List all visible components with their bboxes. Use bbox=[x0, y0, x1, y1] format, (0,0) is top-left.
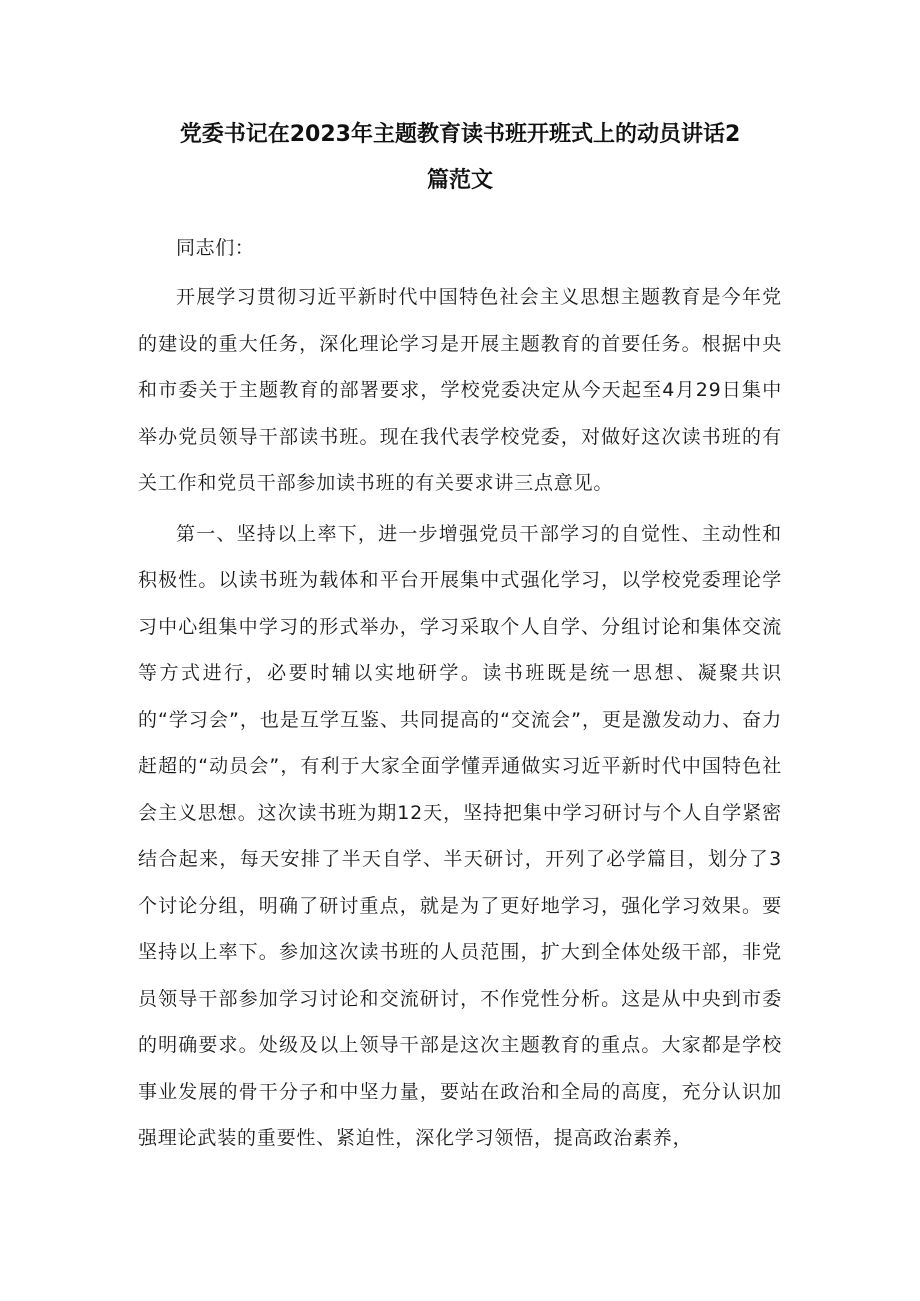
document-title bbox=[138, 112, 782, 204]
title-line-1: 党委书记在2023年主题教育读书班开班式上的动员讲话2 bbox=[179, 122, 741, 147]
paragraph-2: 第一、坚持以上率下，进一步增强党员干部学习的自觉性、主动性和积极性。以读书班为载体和平台开展集中式强化学习，以学校党委理论学习中心组集中学习的形式举办，学习采取个人自学、分组讨论和集体交流等方式进行，必要时辅以实地研学。读书班既是统一思想、凝聚共识的“学习会”，也是互学互鉴、共同提高的“交流会”，更是激发动力、奋力赶超的“动员会”，有利于大家全面学懂弄通做实习近平新时代中国特色社会主义思想。这次读书班为期12天，坚持把集中学习研讨与个人自学紧密结合起来，每天安排了半天自学、半天研讨，开列了必学篇目，划分了3个讨论分组，明确了研讨重点，就是为了更好地学习，强化学习效果。要坚持以上率下。参加这次读书班的人员范围，扩大到全体处级干部，非党员领导干部参加学习讨论和交流研讨，不作党性分析。这是从中央到市委的明确要求。处级及以上领导干部是这次主题教育的重点。大家都是学校事业发展的骨干分子和中坚力量，要站在政治和全局的高度，充分认识加强理论武装的重要性、紧迫性，深化学习领悟，提高政治素养， bbox=[138, 522, 782, 1149]
paragraph-1: 开展学习贯彻习近平新时代中国特色社会主义思想主题教育是今年党的建设的重大任务，深化理论学习是开展主题教育的首要任务。根据中央和市委关于主题教育的部署要求，学校党委决定从今天起至4月29日集中举办党员领导干部读书班。现在我代表学校党委，对做好这次读书班的有关工作和党员干部参加读书班的有关要求讲三点意见。 bbox=[138, 286, 782, 494]
greeting: 同志们： bbox=[176, 237, 255, 259]
title-line-2: 篇范文 bbox=[426, 168, 493, 193]
